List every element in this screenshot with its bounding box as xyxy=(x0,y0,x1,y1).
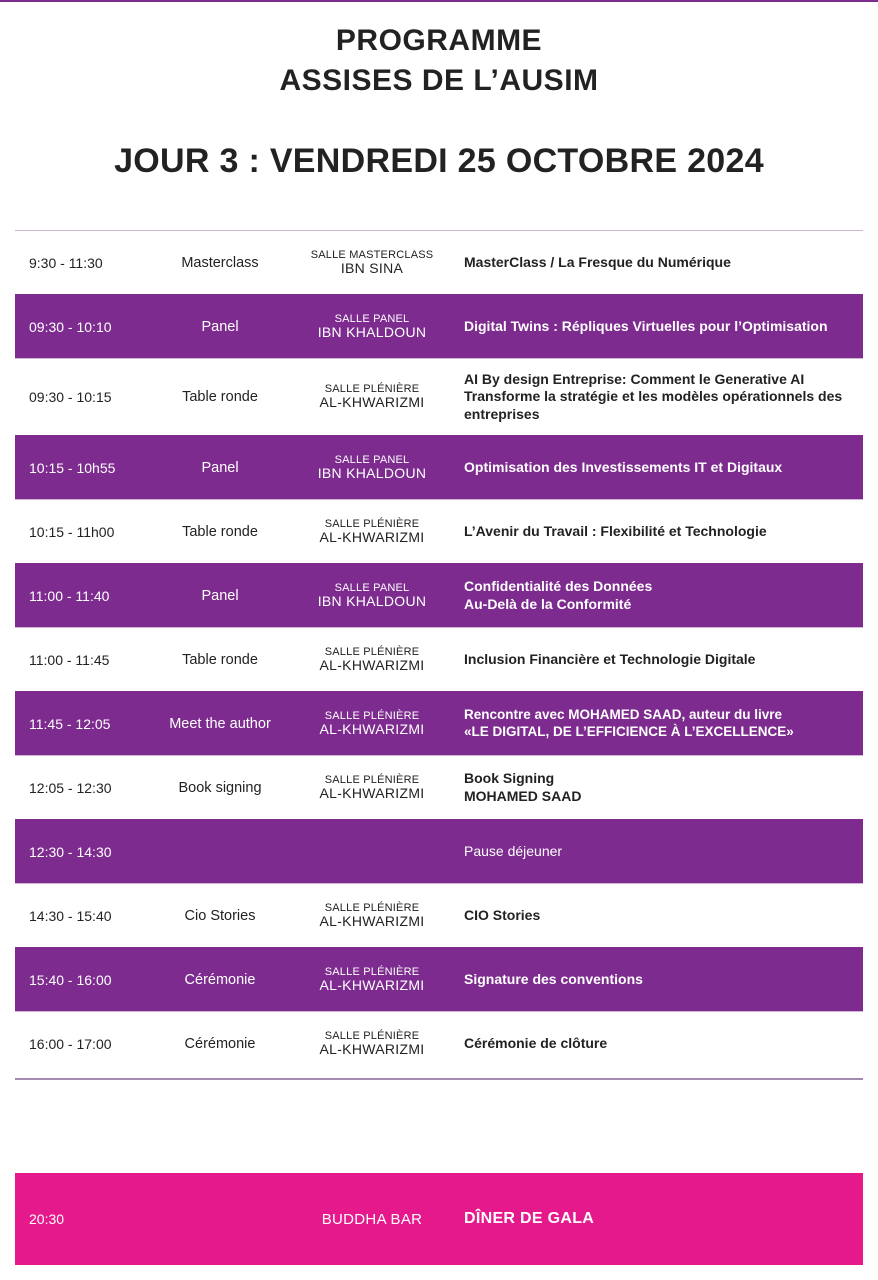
schedule-row xyxy=(15,883,863,947)
session-room xyxy=(297,628,447,691)
room-label: SALLE PLÉNIÈRE xyxy=(324,645,420,658)
gala-dinner-banner xyxy=(15,1173,863,1265)
session-time: 09:30 - 10:10 xyxy=(29,318,112,335)
session-room xyxy=(297,500,447,563)
room-label: SALLE PLÉNIÈRE xyxy=(324,383,420,396)
session-title: MasterClass / La Fresque du Numérique xyxy=(464,253,731,270)
session-title-line: Au-Delà de la Conformité xyxy=(464,595,632,612)
schedule-row xyxy=(15,435,863,499)
session-title-line: Book Signing xyxy=(464,770,555,786)
room-name: IBN KHALDOUN xyxy=(317,464,427,481)
room-label: SALLE PANEL xyxy=(334,453,410,466)
session-type: Meet the author xyxy=(169,715,271,732)
session-room xyxy=(297,756,447,819)
session-time: 15:40 - 16:00 xyxy=(29,971,112,988)
session-time: 11:00 - 11:45 xyxy=(29,651,110,668)
room-label: SALLE PANEL xyxy=(334,312,410,325)
schedule-table xyxy=(15,230,863,1075)
session-title: CIO Stories xyxy=(464,906,541,923)
session-room xyxy=(297,359,447,435)
session-type: Table ronde xyxy=(182,651,258,668)
room-label: SALLE PLÉNIÈRE xyxy=(324,901,420,914)
session-title: AI By design Entreprise: Comment le Generative AI Transforme la stratégie et les modèles opérationnels des entreprises xyxy=(464,370,843,422)
session-room xyxy=(297,564,447,627)
room-name: IBN KHALDOUN xyxy=(317,592,427,609)
session-type: Panel xyxy=(201,459,239,476)
session-title-line: «LE DIGITAL, DE L’EFFICIENCE À L’EXCELLENCE» xyxy=(464,723,794,739)
session-time: 12:05 - 12:30 xyxy=(29,779,112,796)
session-type: Panel xyxy=(201,587,239,604)
session-title: Inclusion Financière et Technologie Digitale xyxy=(464,650,756,667)
schedule-row xyxy=(15,755,863,819)
session-type: Table ronde xyxy=(182,523,258,540)
session-title-line: Confidentialité des Données xyxy=(464,578,653,594)
room-label: SALLE PLÉNIÈRE xyxy=(324,965,420,978)
room-name: AL-KHWARIZMI xyxy=(319,976,425,993)
schedule-row xyxy=(15,691,863,755)
session-title: Optimisation des Investissements IT et Digitaux xyxy=(464,458,783,475)
session-room xyxy=(297,231,447,294)
room-name: AL-KHWARIZMI xyxy=(319,1040,425,1057)
room-label: SALLE PLÉNIÈRE xyxy=(324,517,420,530)
session-type: Table ronde xyxy=(182,389,258,405)
session-room xyxy=(297,295,447,358)
gala-venue: BUDDHA BAR xyxy=(321,1210,423,1228)
session-type: Masterclass xyxy=(181,254,259,271)
gala-time: 20:30 xyxy=(29,1211,65,1227)
session-time: 10:15 - 11h00 xyxy=(29,523,115,540)
session-time: 16:00 - 17:00 xyxy=(29,1035,112,1052)
session-title: Digital Twins : Répliques Virtuelles pour l’Optimisation xyxy=(464,317,828,334)
room-name: AL-KHWARIZMI xyxy=(319,394,425,411)
room-name: IBN SINA xyxy=(340,259,404,276)
room-label: SALLE MASTERCLASS xyxy=(310,248,434,261)
session-room xyxy=(297,692,447,755)
room-name: AL-KHWARIZMI xyxy=(319,784,425,801)
session-type: Cio Stories xyxy=(184,907,256,924)
session-time: 11:00 - 11:40 xyxy=(29,587,110,604)
session-room xyxy=(297,436,447,499)
room-label: SALLE PLÉNIÈRE xyxy=(324,709,420,722)
session-time: 12:30 - 14:30 xyxy=(29,843,112,860)
schedule-row xyxy=(15,1011,863,1075)
room-name: AL-KHWARIZMI xyxy=(319,528,425,545)
room-label: SALLE PLÉNIÈRE xyxy=(324,773,420,786)
session-time: 11:45 - 12:05 xyxy=(29,715,111,732)
room-name: AL-KHWARIZMI xyxy=(319,912,425,929)
event-title: ASSISES DE L’AUSIM xyxy=(279,64,599,97)
schedule-row xyxy=(15,499,863,563)
room-name: AL-KHWARIZMI xyxy=(319,720,425,737)
schedule-row xyxy=(15,230,863,294)
table-bottom-divider xyxy=(15,1078,863,1080)
schedule-row xyxy=(15,947,863,1011)
session-title xyxy=(464,756,854,819)
session-room xyxy=(297,948,447,1011)
session-title: Cérémonie de clôture xyxy=(464,1034,608,1051)
session-title: L’Avenir du Travail : Flexibilité et Technologie xyxy=(464,522,767,539)
session-room xyxy=(297,884,447,947)
session-title: Signature des conventions xyxy=(464,970,643,987)
session-title-line: MOHAMED SAAD xyxy=(464,787,582,804)
schedule-row xyxy=(15,294,863,358)
session-title xyxy=(464,564,854,627)
schedule-row xyxy=(15,819,863,883)
session-time: 09:30 - 10:15 xyxy=(29,389,112,405)
session-type: Cérémonie xyxy=(184,971,256,988)
day-title: JOUR 3 : VENDREDI 25 OCTOBRE 2024 xyxy=(114,142,764,180)
session-time: 10:15 - 10h55 xyxy=(29,459,116,476)
room-label: SALLE PLÉNIÈRE xyxy=(324,1029,420,1042)
session-time: 14:30 - 15:40 xyxy=(29,907,112,924)
schedule-row xyxy=(15,563,863,627)
schedule-row xyxy=(15,627,863,691)
session-room xyxy=(297,1012,447,1075)
session-type: Book signing xyxy=(178,779,262,796)
session-type: Panel xyxy=(201,318,239,335)
session-title: Pause déjeuner xyxy=(464,842,563,859)
session-type: Cérémonie xyxy=(184,1035,256,1052)
session-title-line: Rencontre avec MOHAMED SAAD, auteur du livre xyxy=(464,706,783,722)
programme-title: PROGRAMME xyxy=(335,24,543,57)
top-divider xyxy=(0,0,878,2)
gala-title: DÎNER DE GALA xyxy=(464,1210,595,1227)
schedule-row xyxy=(15,358,863,435)
room-name: AL-KHWARIZMI xyxy=(319,656,425,673)
room-label: SALLE PANEL xyxy=(334,581,410,594)
room-name: IBN KHALDOUN xyxy=(317,323,427,340)
session-time: 9:30 - 11:30 xyxy=(29,254,103,271)
session-title xyxy=(464,692,854,755)
